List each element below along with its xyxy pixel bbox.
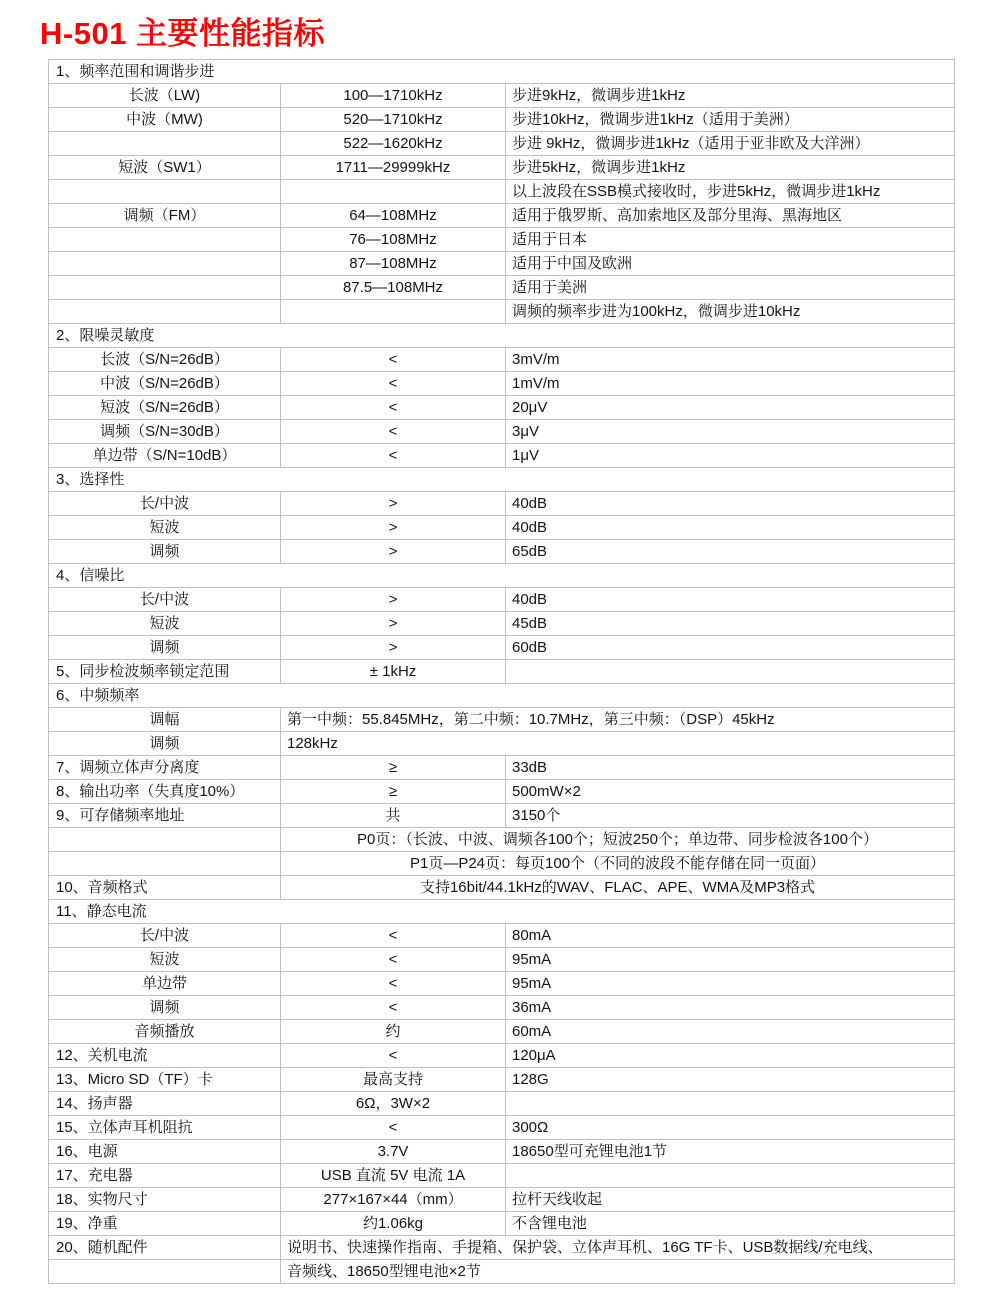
table-row: [49, 180, 955, 204]
spec-value-cell: 音频线、18650型锂电池×2节: [281, 1260, 955, 1284]
spec-label-cell: 长波（LW): [49, 84, 281, 108]
spec-value-cell: 40dB: [506, 516, 955, 540]
spec-value-cell: P0页：（长波、中波、调频各100个；短波250个；单边带、同步检波各100个）: [281, 828, 955, 852]
spec-condition-cell: >: [281, 636, 506, 660]
spec-label-cell: [49, 276, 281, 300]
table-row: [49, 1092, 955, 1116]
table-row: [49, 1164, 955, 1188]
spec-value-cell: 80mA: [506, 924, 955, 948]
spec-condition-cell: 6Ω，3W×2: [281, 1092, 506, 1116]
table-row: [49, 828, 955, 852]
spec-label-cell: 10、音频格式: [49, 876, 281, 900]
section-row: [49, 324, 955, 348]
spec-label-cell: 中波（S/N=26dB）: [49, 372, 281, 396]
spec-value-cell: 300Ω: [506, 1116, 955, 1140]
section-row: [49, 900, 955, 924]
spec-value-cell: 1μV: [506, 444, 955, 468]
section-header-cell: 2、限噪灵敏度: [49, 324, 955, 348]
table-row: [49, 924, 955, 948]
spec-label-cell: [49, 300, 281, 324]
table-row: [49, 1020, 955, 1044]
spec-label-cell: 调频: [49, 540, 281, 564]
spec-value-cell: 适用于中国及欧洲: [506, 252, 955, 276]
spec-value-cell: 拉杆天线收起: [506, 1188, 955, 1212]
spec-value-cell: 40dB: [506, 492, 955, 516]
spec-label-cell: 8、输出功率（失真度10%）: [49, 780, 281, 804]
table-row: [49, 612, 955, 636]
table-row: [49, 348, 955, 372]
spec-value-cell: 45dB: [506, 612, 955, 636]
spec-condition-cell: <: [281, 972, 506, 996]
spec-value-cell: 128kHz: [281, 732, 955, 756]
table-row: [49, 660, 955, 684]
spec-condition-cell: <: [281, 996, 506, 1020]
spec-condition-cell: >: [281, 492, 506, 516]
spec-value-cell: 步进10kHz，微调步进1kHz（适用于美洲）: [506, 108, 955, 132]
spec-label-cell: [49, 828, 281, 852]
spec-table: [48, 59, 955, 1284]
spec-value-cell: 3mV/m: [506, 348, 955, 372]
table-row: [49, 732, 955, 756]
spec-value-cell: 适用于俄罗斯、高加索地区及部分里海、黑海地区: [506, 204, 955, 228]
spec-label-cell: 19、净重: [49, 1212, 281, 1236]
table-row: [49, 1188, 955, 1212]
spec-condition-cell: 277×167×44（mm）: [281, 1188, 506, 1212]
spec-condition-cell: 约: [281, 1020, 506, 1044]
spec-value-cell: P1页—P24页：每页100个（不同的波段不能存储在同一页面）: [281, 852, 955, 876]
spec-value-cell: 60dB: [506, 636, 955, 660]
table-row: [49, 1044, 955, 1068]
spec-label-cell: 单边带（S/N=10dB）: [49, 444, 281, 468]
spec-condition-cell: 最高支持: [281, 1068, 506, 1092]
table-row: [49, 228, 955, 252]
spec-condition-cell: >: [281, 588, 506, 612]
spec-value-cell: 不含锂电池: [506, 1212, 955, 1236]
spec-label-cell: 12、关机电流: [49, 1044, 281, 1068]
spec-value-cell: 500mW×2: [506, 780, 955, 804]
spec-label-cell: 14、扬声器: [49, 1092, 281, 1116]
spec-condition-cell: >: [281, 540, 506, 564]
spec-condition-cell: [281, 180, 506, 204]
table-row: [49, 804, 955, 828]
spec-label-cell: 18、实物尺寸: [49, 1188, 281, 1212]
table-row: [49, 276, 955, 300]
spec-value-cell: 1mV/m: [506, 372, 955, 396]
spec-value-cell: 3μV: [506, 420, 955, 444]
table-row: [49, 852, 955, 876]
spec-condition-cell: 3.7V: [281, 1140, 506, 1164]
section-header-cell: 3、选择性: [49, 468, 955, 492]
table-row: [49, 1068, 955, 1092]
spec-label-cell: 20、随机配件: [49, 1236, 281, 1260]
section-row: [49, 468, 955, 492]
spec-label-cell: 长/中波: [49, 588, 281, 612]
spec-condition-cell: 64—108MHz: [281, 204, 506, 228]
spec-condition-cell: <: [281, 1044, 506, 1068]
spec-condition-cell: 共: [281, 804, 506, 828]
table-row: [49, 516, 955, 540]
table-row: [49, 972, 955, 996]
spec-label-cell: 16、电源: [49, 1140, 281, 1164]
spec-value-cell: 20μV: [506, 396, 955, 420]
spec-label-cell: 调频: [49, 996, 281, 1020]
spec-condition-cell: <: [281, 372, 506, 396]
section-row: [49, 684, 955, 708]
table-row: [49, 948, 955, 972]
spec-value-cell: 36mA: [506, 996, 955, 1020]
spec-value-cell: 3150个: [506, 804, 955, 828]
spec-condition-cell: <: [281, 1116, 506, 1140]
spec-label-cell: 17、充电器: [49, 1164, 281, 1188]
spec-value-cell: [506, 1092, 955, 1116]
table-row: [49, 300, 955, 324]
table-row: [49, 84, 955, 108]
spec-value-cell: 支持16bit/44.1kHz的WAV、FLAC、APE、WMA及MP3格式: [281, 876, 955, 900]
section-header-cell: 1、频率范围和调谐步进: [49, 60, 955, 84]
spec-value-cell: 65dB: [506, 540, 955, 564]
spec-value-cell: 步进5kHz，微调步进1kHz: [506, 156, 955, 180]
spec-label-cell: 长波（S/N=26dB）: [49, 348, 281, 372]
spec-label-cell: 长/中波: [49, 492, 281, 516]
spec-label-cell: [49, 1260, 281, 1284]
table-row: [49, 996, 955, 1020]
table-row: [49, 708, 955, 732]
spec-condition-cell: <: [281, 348, 506, 372]
spec-condition-cell: 1711—29999kHz: [281, 156, 506, 180]
spec-value-cell: 以上波段在SSB模式接收时，步进5kHz，微调步进1kHz: [506, 180, 955, 204]
table-row: [49, 396, 955, 420]
spec-label-cell: 13、Micro SD（TF）卡: [49, 1068, 281, 1092]
spec-condition-cell: 87.5—108MHz: [281, 276, 506, 300]
section-row: [49, 60, 955, 84]
table-row: [49, 156, 955, 180]
spec-label-cell: 调频（S/N=30dB）: [49, 420, 281, 444]
table-row: [49, 588, 955, 612]
spec-label-cell: 调频（FM）: [49, 204, 281, 228]
spec-condition-cell: 100—1710kHz: [281, 84, 506, 108]
table-row: [49, 252, 955, 276]
spec-value-cell: 120μA: [506, 1044, 955, 1068]
spec-value-cell: 60mA: [506, 1020, 955, 1044]
section-header-cell: 6、中频频率: [49, 684, 955, 708]
table-row: [49, 420, 955, 444]
spec-label-cell: 调频: [49, 732, 281, 756]
spec-value-cell: [506, 1164, 955, 1188]
table-row: [49, 132, 955, 156]
spec-label-cell: [49, 132, 281, 156]
spec-value-cell: 调频的频率步进为100kHz，微调步进10kHz: [506, 300, 955, 324]
table-row: [49, 636, 955, 660]
table-row: [49, 780, 955, 804]
spec-label-cell: 7、调频立体声分离度: [49, 756, 281, 780]
spec-condition-cell: 76—108MHz: [281, 228, 506, 252]
spec-label-cell: 长/中波: [49, 924, 281, 948]
spec-value-cell: 适用于日本: [506, 228, 955, 252]
spec-condition-cell: <: [281, 924, 506, 948]
spec-label-cell: 短波（SW1）: [49, 156, 281, 180]
spec-condition-cell: ≥: [281, 756, 506, 780]
spec-value-cell: 33dB: [506, 756, 955, 780]
spec-label-cell: 5、同步检波频率锁定范围: [49, 660, 281, 684]
table-row: [49, 444, 955, 468]
spec-label-cell: [49, 252, 281, 276]
table-row: [49, 1140, 955, 1164]
section-header-cell: 11、静态电流: [49, 900, 955, 924]
spec-condition-cell: USB 直流 5V 电流 1A: [281, 1164, 506, 1188]
spec-condition-cell: >: [281, 612, 506, 636]
spec-value-cell: [506, 660, 955, 684]
spec-condition-cell: 520—1710kHz: [281, 108, 506, 132]
spec-condition-cell: <: [281, 420, 506, 444]
spec-label-cell: 调频: [49, 636, 281, 660]
table-row: [49, 204, 955, 228]
spec-label-cell: 单边带: [49, 972, 281, 996]
spec-condition-cell: <: [281, 396, 506, 420]
spec-value-cell: 说明书、快速操作指南、手提箱、保护袋、立体声耳机、16G TF卡、USB数据线/充电线、: [281, 1236, 955, 1260]
spec-value-cell: 第一中频：55.845MHz，第二中频：10.7MHz，第三中频：（DSP）45kHz: [281, 708, 955, 732]
table-row: [49, 372, 955, 396]
spec-value-cell: 步进 9kHz，微调步进1kHz（适用于亚非欧及大洋洲）: [506, 132, 955, 156]
table-row: [49, 540, 955, 564]
spec-condition-cell: 87—108MHz: [281, 252, 506, 276]
spec-condition-cell: 522—1620kHz: [281, 132, 506, 156]
table-row: [49, 876, 955, 900]
section-header-cell: 4、信噪比: [49, 564, 955, 588]
spec-value-cell: 步进9kHz，微调步进1kHz: [506, 84, 955, 108]
spec-label-cell: 短波: [49, 612, 281, 636]
table-row: [49, 1116, 955, 1140]
table-row: [49, 1260, 955, 1284]
spec-condition-cell: ± 1kHz: [281, 660, 506, 684]
spec-value-cell: 95mA: [506, 972, 955, 996]
spec-label-cell: [49, 228, 281, 252]
spec-label-cell: [49, 852, 281, 876]
table-row: [49, 1236, 955, 1260]
spec-label-cell: 9、可存储频率地址: [49, 804, 281, 828]
table-row: [49, 108, 955, 132]
spec-condition-cell: 约1.06kg: [281, 1212, 506, 1236]
page-title: H-501 主要性能指标: [40, 16, 326, 51]
spec-label-cell: 15、立体声耳机阻抗: [49, 1116, 281, 1140]
spec-label-cell: 短波: [49, 516, 281, 540]
spec-condition-cell: >: [281, 516, 506, 540]
spec-condition-cell: <: [281, 444, 506, 468]
spec-value-cell: 95mA: [506, 948, 955, 972]
spec-condition-cell: <: [281, 948, 506, 972]
spec-label-cell: 中波（MW): [49, 108, 281, 132]
spec-value-cell: 适用于美洲: [506, 276, 955, 300]
table-row: [49, 1212, 955, 1236]
spec-value-cell: 40dB: [506, 588, 955, 612]
table-row: [49, 756, 955, 780]
table-row: [49, 492, 955, 516]
spec-label-cell: 短波: [49, 948, 281, 972]
spec-condition-cell: [281, 300, 506, 324]
spec-value-cell: 128G: [506, 1068, 955, 1092]
spec-label-cell: 短波（S/N=26dB）: [49, 396, 281, 420]
spec-condition-cell: ≥: [281, 780, 506, 804]
spec-label-cell: 音频播放: [49, 1020, 281, 1044]
spec-label-cell: 调幅: [49, 708, 281, 732]
spec-value-cell: 18650型可充锂电池1节: [506, 1140, 955, 1164]
section-row: [49, 564, 955, 588]
spec-label-cell: [49, 180, 281, 204]
